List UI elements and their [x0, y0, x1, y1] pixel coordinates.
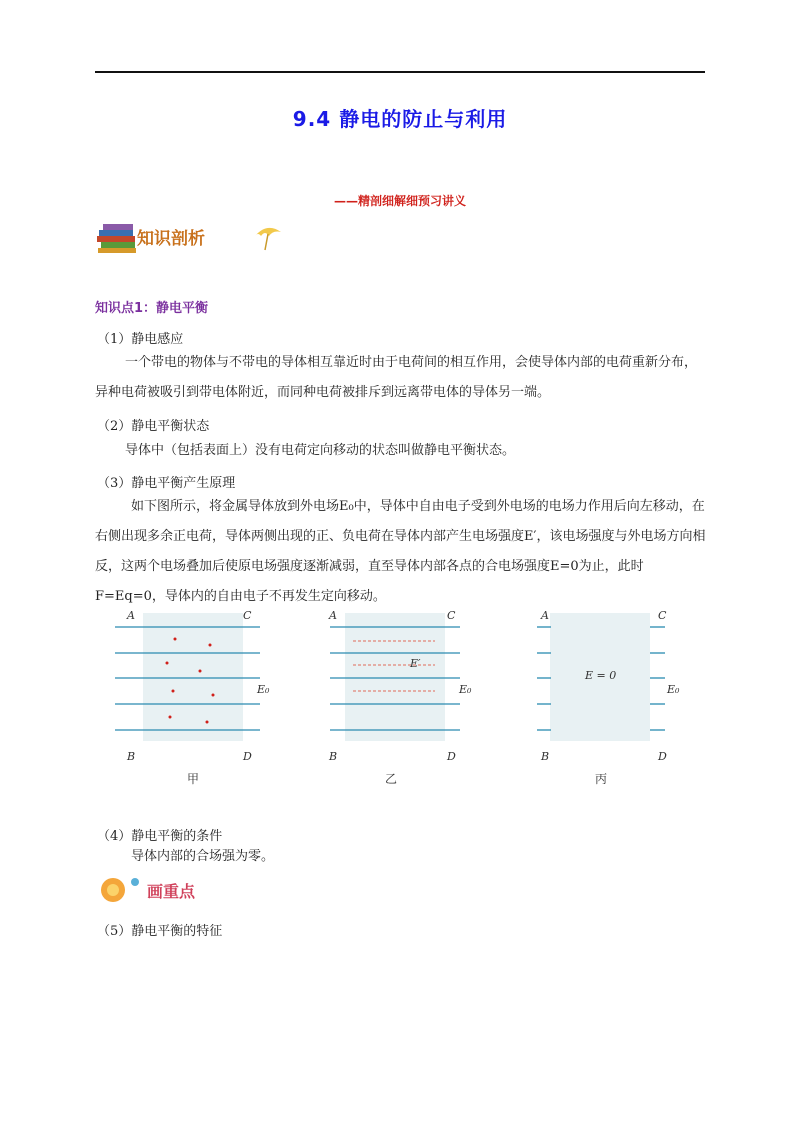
section-2-heading: （2）静电平衡状态 [97, 419, 210, 434]
page-title: 9.4 静电的防止与利用 [292, 107, 508, 131]
svg-text:甲: 甲 [187, 772, 200, 786]
svg-text:D: D [658, 750, 667, 763]
section-3-text: 如下图所示，将金属导体放到外电场E₀中，导体中自由电子受到外电场的电场力作用后向左移动，在右侧出现多余正电荷，导体两侧出现的正、负电荷在导体内部产生电场强度E′，该电场强度与外电场方向相反，这两个电场叠加后使原电场强度逐渐减弱，直至导体内部各点的合电场强度E=0为止，此时F=Eq=0，导体内的自由电子不再发生定向移动。 [95, 499, 706, 604]
header-rule [95, 71, 705, 73]
svg-text:E₀: E₀ [459, 683, 472, 696]
svg-text:B: B [541, 750, 550, 763]
section-1-heading: （1）静电感应 [97, 332, 184, 347]
svg-text:乙: 乙 [385, 772, 398, 786]
banner2-label: 画重点 [147, 882, 196, 901]
books-icon [97, 224, 136, 253]
svg-text:E₀: E₀ [667, 683, 680, 696]
svg-text:E′: E′ [410, 657, 421, 670]
section-4-heading: （4）静电平衡的条件 [97, 829, 223, 844]
conductor-block [345, 613, 445, 741]
conductor-block [143, 613, 243, 741]
knowledge-banner [95, 216, 295, 256]
section-3-heading: （3）静电平衡产生原理 [97, 476, 236, 491]
svg-text:B: B [329, 750, 338, 763]
svg-text:A: A [541, 609, 549, 622]
section-5-heading: （5）静电平衡的特征 [97, 924, 223, 939]
page-subtitle: ——精剖细解细预习讲义 [333, 194, 466, 208]
electrostatic-figures [95, 605, 705, 790]
svg-text:C: C [658, 609, 667, 622]
svg-text:A: A [329, 609, 337, 622]
figure-yi [328, 609, 472, 786]
section-1-text: 一个带电的物体与不带电的导体相互靠近时由于电荷间的相互作用，会使导体内部的电荷重新分布，异种电荷被吸引到带电体附近，而同种电荷被排斥到远离带电体的导体另一端。 [95, 355, 698, 400]
knowledge-point-title: 知识点1：静电平衡 [95, 301, 209, 316]
svg-text:D: D [447, 750, 456, 763]
svg-text:C: C [243, 609, 252, 622]
svg-text:B: B [127, 750, 136, 763]
umbrella-icon [255, 228, 281, 250]
svg-text:E = 0: E = 0 [585, 669, 617, 682]
figure-bing [537, 609, 680, 786]
section-4-text: 导体内部的合场强为零。 [131, 849, 275, 864]
svg-text:E₀: E₀ [257, 683, 270, 696]
banner-label: 知识剖析 [137, 229, 205, 249]
figure-jia [115, 609, 270, 786]
svg-text:丙: 丙 [595, 772, 608, 786]
highlight-banner [95, 870, 235, 910]
section-2-text: 导体中（包括表面上）没有电荷定向移动的状态叫做静电平衡状态。 [125, 443, 516, 458]
svg-text:A: A [127, 609, 135, 622]
shell-icon [101, 878, 139, 902]
svg-text:C: C [447, 609, 456, 622]
svg-text:D: D [243, 750, 252, 763]
